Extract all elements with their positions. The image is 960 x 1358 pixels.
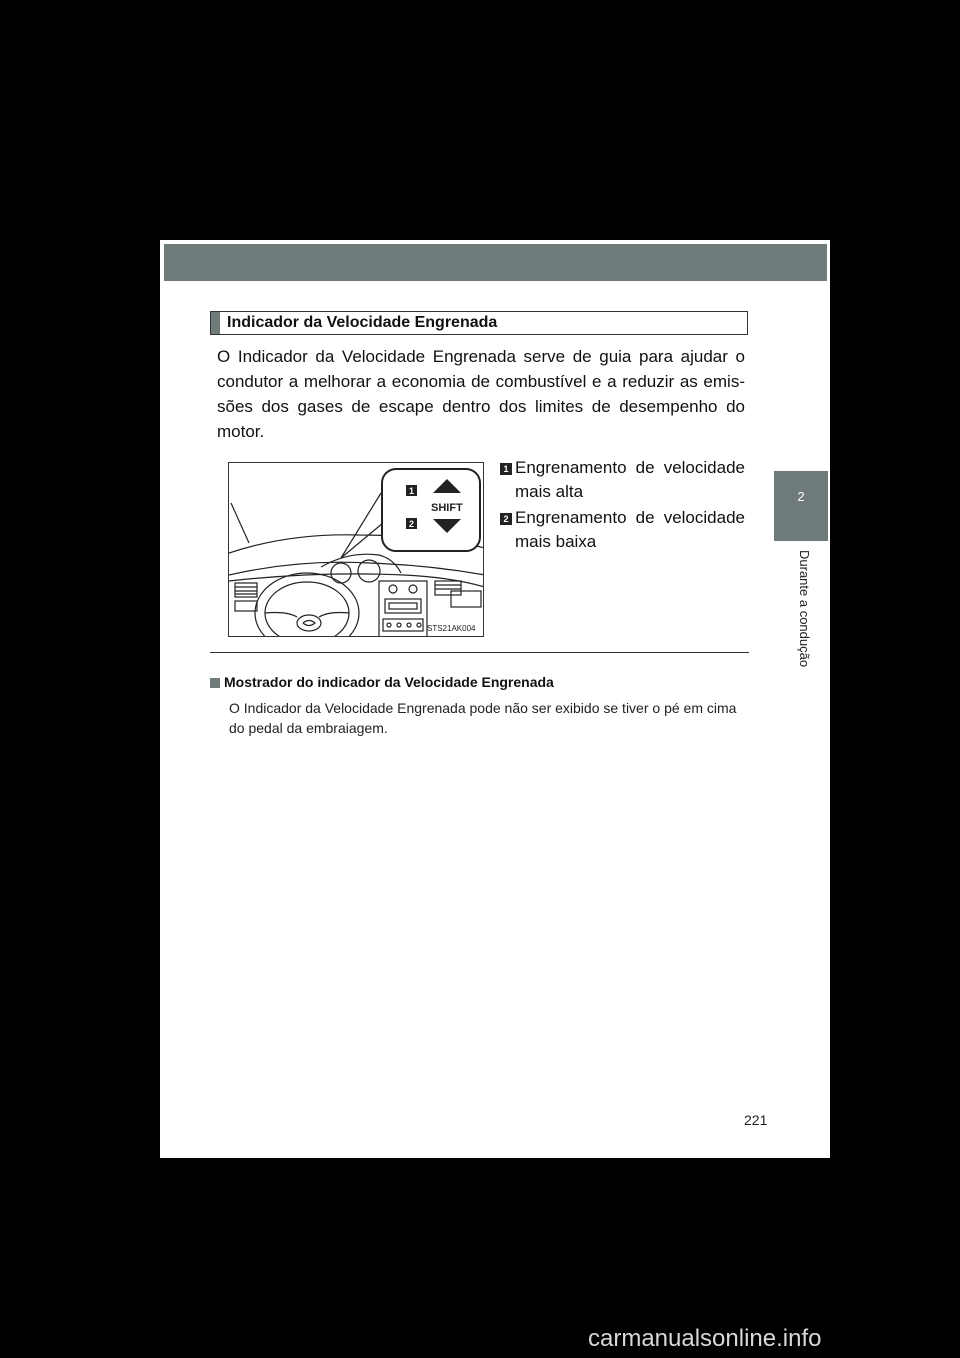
manual-page: [160, 240, 830, 1158]
callout-number-2: 2: [408, 519, 415, 529]
section-heading: [210, 311, 748, 335]
note-heading: [210, 674, 554, 690]
figure-code: STS21AK004: [427, 624, 476, 633]
shift-label: SHIFT: [431, 502, 463, 514]
legend-text: Engrenamento de velocidade mais alta: [515, 458, 745, 501]
chapter-number: 2: [797, 489, 805, 504]
number-badge: 1: [500, 463, 512, 475]
callout-number-1: 1: [408, 486, 415, 496]
dashboard-illustration: [228, 462, 484, 637]
figure-legend: [500, 456, 745, 556]
section-title: Indicador da Velocidade Engrenada: [227, 314, 498, 331]
page-number: 221: [744, 1112, 768, 1128]
number-badge: 2: [500, 513, 512, 525]
legend-item: [500, 506, 745, 554]
note-title: Mostrador do indicador da Velocidade Engrenada: [224, 674, 554, 690]
note-body: O Indicador da Velocidade Engrenada pode não ser exibido se tiver o pé em cima do pedal da embraiagem.: [229, 700, 737, 736]
header-band: [164, 244, 827, 281]
section-body: O Indicador da Velocidade Engrenada serve de guia para ajudar o condutor a melhorar a economia de combustível e a reduzir as emis-sões dos gases de escape dentro dos limites de desempenho do motor.: [217, 347, 745, 441]
watermark: carmanualsonline.info: [588, 1325, 822, 1352]
dashboard-drawing: [229, 463, 484, 637]
legend-item: [500, 456, 745, 504]
square-bullet-icon: [210, 678, 220, 688]
divider: [210, 652, 749, 653]
heading-marker: [211, 312, 220, 334]
legend-text: Engrenamento de velocidade mais baixa: [515, 508, 745, 551]
chapter-title: Durante a condução: [797, 550, 812, 668]
chapter-tab: [774, 471, 828, 541]
